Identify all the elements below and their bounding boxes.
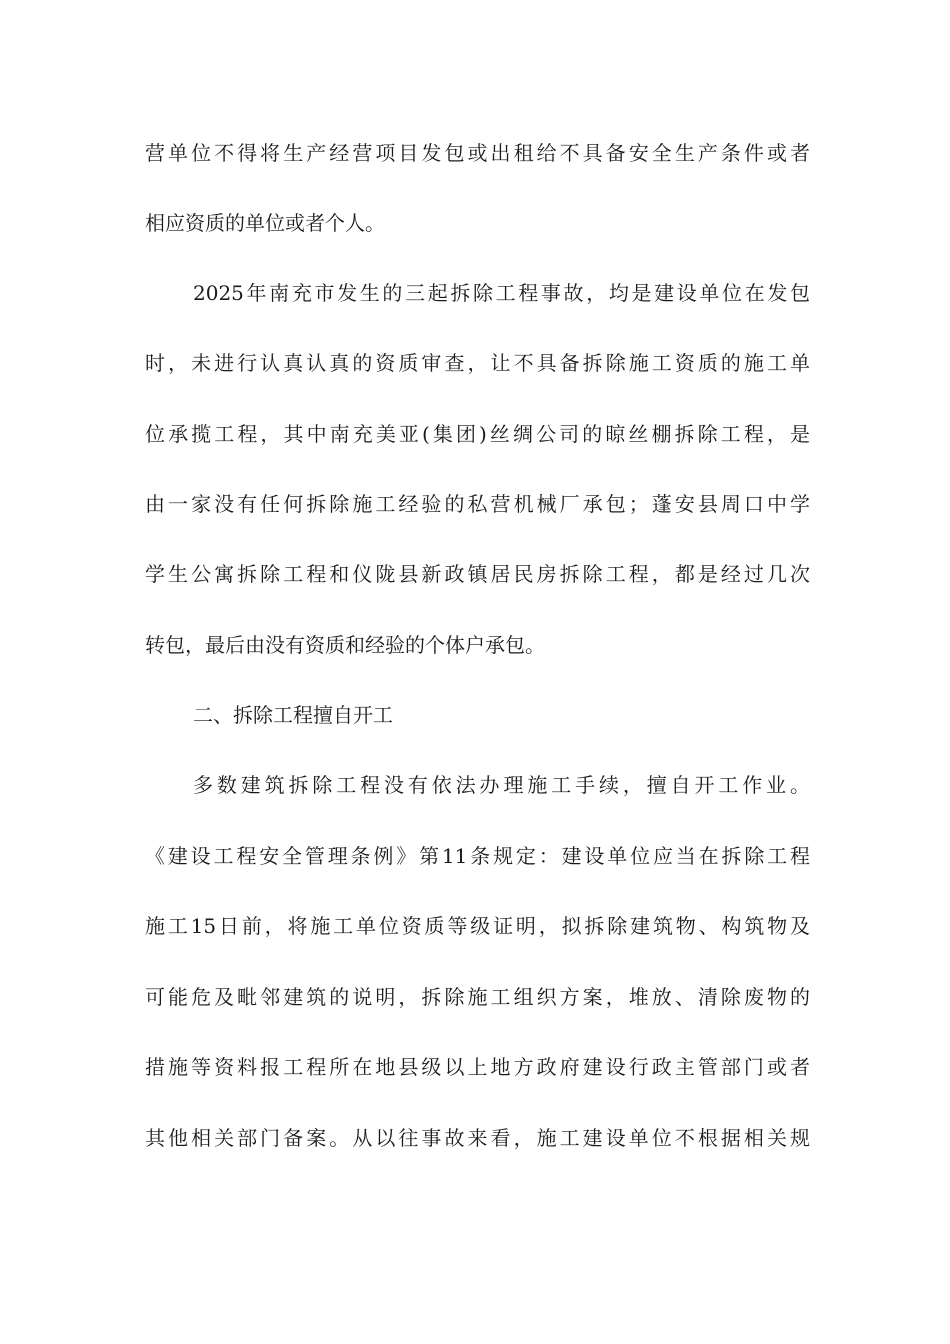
- paragraph-line: 学生公寓拆除工程和仪陇县新政镇居民房拆除工程，都是经过几次: [145, 562, 810, 586]
- paragraph-line: 相应资质的单位或者个人。: [145, 211, 385, 235]
- paragraph-line: 多数建筑拆除工程没有依法办理施工手续，擅自开工作业。: [193, 773, 810, 797]
- section-heading: 二、拆除工程擅自开工: [193, 703, 393, 727]
- paragraph-line: 措施等资料报工程所在地县级以上地方政府建设行政主管部门或者: [145, 1055, 810, 1079]
- paragraph-line: 其他相关部门备案。从以往事故来看，施工建设单位不根据相关规: [145, 1126, 810, 1150]
- paragraph-line: 时，未进行认真认真的资质审查，让不具备拆除施工资质的施工单: [145, 351, 810, 375]
- paragraph-line: 可能危及毗邻建筑的说明，拆除施工组织方案，堆放、清除废物的: [145, 985, 810, 1009]
- paragraph-line: 营单位不得将生产经营项目发包或出租给不具备安全生产条件或者: [145, 141, 810, 165]
- paragraph-line: 2025年南充市发生的三起拆除工程事故，均是建设单位在发包: [193, 281, 810, 305]
- paragraph-line: 转包，最后由没有资质和经验的个体户承包。: [145, 633, 545, 657]
- paragraph-line: 由一家没有任何拆除施工经验的私营机械厂承包；蓬安县周口中学: [145, 492, 810, 516]
- paragraph-line: 《建设工程安全管理条例》第11条规定：建设单位应当在拆除工程: [145, 844, 810, 868]
- paragraph-line: 位承揽工程，其中南充美亚(集团)丝绸公司的晾丝棚拆除工程，是: [145, 422, 810, 446]
- paragraph-line: 施工15日前，将施工单位资质等级证明，拟拆除建筑物、构筑物及: [145, 914, 810, 938]
